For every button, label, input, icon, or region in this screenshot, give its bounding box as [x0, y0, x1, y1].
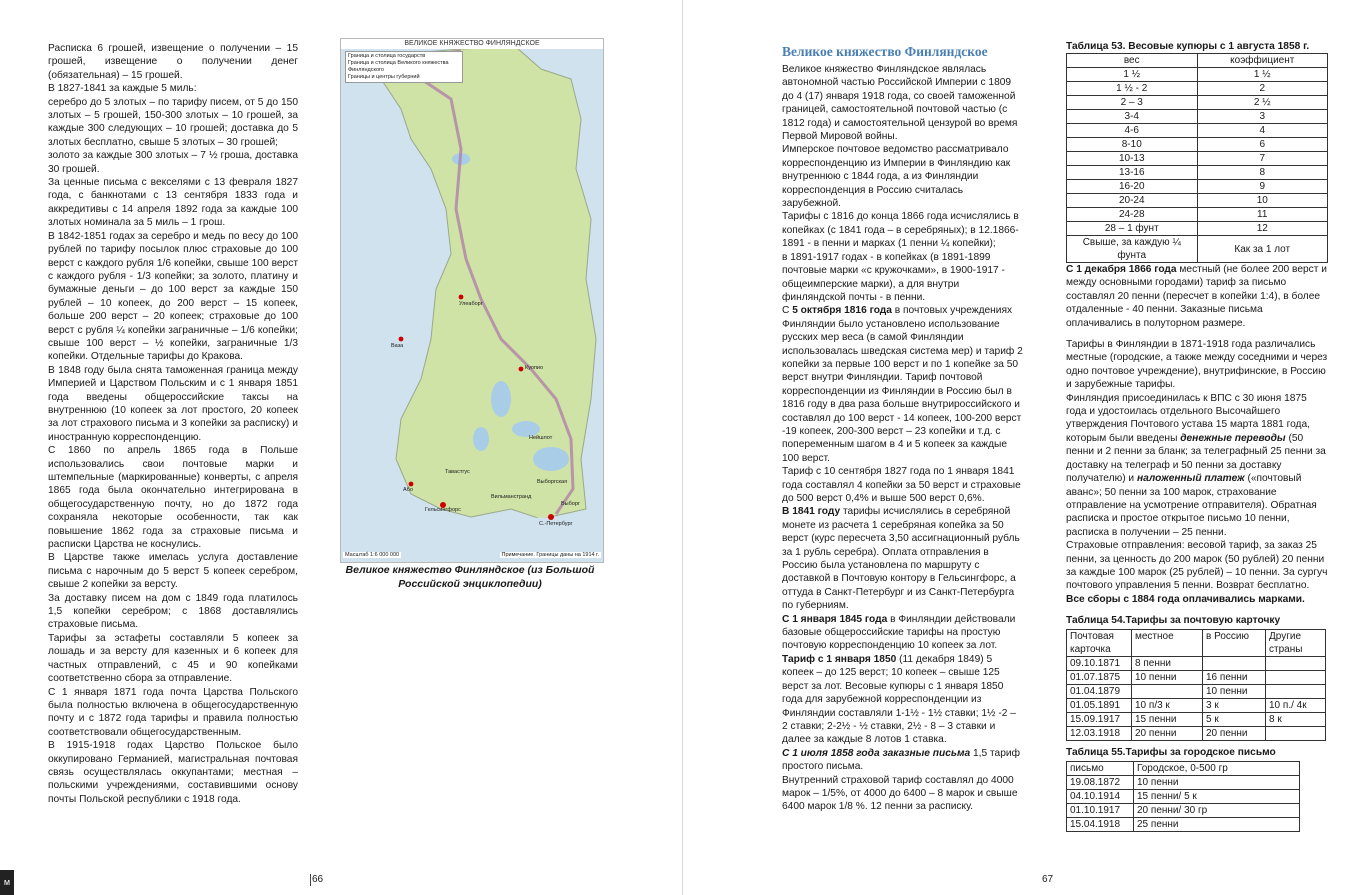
table-row: 20-24 10: [1067, 194, 1328, 208]
paragraph: Тариф с 1 января 1850 (11 декабря 1849) 5 копеек – до 125 верст; 10 копеек – свыше 125 верст за лот. Весовые купюры с 1 января 1850 года для зарубежной корреспонденции из Финляндии составляли 1-1½ - 1½ ставки; 1½ -2 – 2 ставки; 2-2½ - ½ ставки, 2½ - 8 – 3 ставки и далее за каждые 8 лотов 1 ставка.: [782, 653, 1016, 746]
paragraph: Внутренний страховой тариф составлял до 4000 марок – 1/5%, от 4000 до 6400 – 8 марок и свыше 6400 марок 1/8 %. 12 пенни за расписку.: [782, 774, 1018, 813]
paragraph: С 5 октября 1816 года в почтовых учреждениях Финляндии было установлено использование русских мер веса (в самой Финляндии использовалась шведская система мер) и тариф 2 копейки за первые 100 верст и по 1 копейке за 50 верст внутри Финляндии. Тариф почтовой корреспонденции из Финляндии в Россию был в 1816 году в два раза больше внутрироссийского и составлял до 100 верст - 14 копеек, 100-200 верст -19 копеек, 200-300 верст – 23 копейки и т.д. с попеременным шагом в 4 и 5 копеек за каждые 100 верст.: [782, 305, 1023, 464]
table-header: местное: [1132, 630, 1203, 657]
table-header: коэффициент: [1197, 54, 1328, 68]
map-label: Гельсингфорс: [425, 507, 461, 513]
table-row: 09.10.1871 8 пенни: [1067, 657, 1326, 671]
map-label: Або: [403, 487, 413, 493]
table-row: 15.04.1918 25 пенни: [1067, 818, 1300, 832]
table-header: письмо: [1067, 762, 1134, 776]
table-row: 01.05.1891 10 п/3 к 3 к 10 п./ 4к: [1067, 699, 1326, 713]
paragraph: в 1891-1917 годах - в копейках (в 1891-1899 почтовые марки «с кружочками», в 1900-1917 - общеимперские марки), а для внутри финляндской почты - в пенни.: [782, 251, 1005, 303]
table-header: в Россию: [1203, 630, 1266, 657]
table-55-title: Таблица 55.Тарифы за городское письмо: [1066, 747, 1276, 759]
bold-italic-date: С 1 июля 1858 года заказные письма: [782, 747, 971, 759]
table-54: [1066, 629, 1326, 741]
table-row: 01.10.1917 20 пенни/ 30 гр: [1067, 804, 1300, 818]
page-number-left: 66: [312, 874, 324, 885]
finland-map: [340, 38, 604, 563]
lake: [473, 427, 489, 451]
paragraph: За доставку писем на дом с 1849 года платилось 1,5 копейки серебром; с 1868 доставлялись страховые письма.: [48, 592, 298, 631]
paragraph: Имперское почтовое ведомство рассматривало корреспонденцию из Империи в Финляндию как внутреннюю с 1844 года, а из Финляндии корреспонденция в Россию считалась зарубежной.: [782, 144, 1011, 210]
paragraph: Тарифы с 1816 до конца 1866 года исчислялись в копейках (с 1841 года – в серебряных); в 12.1866-1891 - в пенни и марках (1 пенни ¼ копейки);: [782, 211, 1019, 250]
table-row: 16-20 9: [1067, 180, 1328, 194]
paragraph: В 1848 году была снята таможенная граница между Империей и Царством Польским и с 1 января 1851 года введены общероссийские таксы на внутреннюю (10 копеек за лот простого, 20 копеек за лот страхового письма и 3 копейки за расписку) и иностранную корреспонденцию.: [48, 364, 298, 443]
map-note: Примечание. Границы даны на 1914 г.: [501, 552, 599, 558]
legend-item: Граница и столица Великого княжества Финляндского: [348, 60, 449, 73]
map-label: Выборгская: [537, 479, 568, 485]
map-label: Вильманстранд: [491, 494, 532, 500]
map-label: Выборг: [561, 501, 580, 507]
map-label: Улеаборг: [459, 301, 483, 307]
map-label: Ваза: [391, 343, 404, 349]
table-54-title: Таблица 54.Тарифы за почтовую карточку: [1066, 615, 1281, 627]
paragraph: Великое княжество Финляндское являлась автономной частью Российской Империи с 1809 до 4 (17) января 1918 года, со своей таможенной границей, самостоятельной почтовой частью (с 1812 года) и самостоятельной цензурой во время Первой Мировой войны.: [782, 64, 1018, 143]
paragraph: Тариф с 10 сентября 1827 года по 1 января 1841 года составлял 4 копейки за 50 верст и страховые до 500 верст 0,4% и выше 500 верст 0,6%.: [782, 466, 1021, 504]
paragraph: серебро до 5 злотых – по тарифу писем, от 5 до 150 злотых – 5 грошей, 150-300 злотых – 10 грошей, за каждые 300 следующих – 10 грошей; доставка до 5 злотых бесплатно, свыше 5 злотых – 30 грошей;: [48, 96, 298, 148]
paragraph: С 1 июля 1858 года заказные письма 1,5 тариф простого письма.: [782, 747, 1020, 773]
table-row: 24-28 11: [1067, 208, 1328, 222]
section-heading: Великое княжество Финляндское: [782, 44, 988, 59]
table-row: Свыше, за каждую ¼ фунта Как за 1 лот: [1067, 236, 1328, 263]
bold-date: В 1841 году: [782, 506, 841, 518]
map-label: Тавастгус: [445, 469, 470, 475]
lake: [491, 381, 511, 417]
paragraph: Страховые отправления: весовой тариф, за заказ 25 пенни, за ценность до 200 марок (50 рублей) 20 пенни за каждые 100 марок (25 рублей) – 10 пенни. За сургуч почтового управления 5 пенни. Возврат бесплатно. Все сборы с 1884 года оплачивались марками.: [1066, 540, 1328, 605]
lake: [533, 447, 569, 471]
paragraph: Тарифы за эстафеты составляли 5 копеек за лошадь и за версту для казенных и 6 копеек для частных отправлений, с 45 и 90 копейками соответственно сбора за отправление.: [48, 632, 298, 685]
paragraph: В 1842-1851 годах за серебро и медь по весу до 100 рублей по тарифу посылок плюс страховые до 100 верст с каждого рубля 1/6 копейки, свыше 100 верст с каждого рубля - 1/3 копейки; за золото, платину и бумажные деньги – до 100 верст за каждые 150 рублей – 10 копеек, до 200 верст – 15 копеек, больше 200 верст – 20 копеек; страховые до 100 верст с рубля ¼ копейки заграничные – 1/6 копейки; свыше 100 верст – ½ копейки, заграничные 1/3 копейки. Отдельные тарифы до Кракова.: [48, 230, 298, 363]
bold-date: 5 октября 1816 года: [792, 305, 892, 317]
table-row: 1 ½ - 2 2: [1067, 82, 1328, 96]
map-scale: Масштаб 1:6 000 000: [345, 552, 400, 558]
map-legend: [345, 51, 463, 83]
paragraph: В 1915-1918 годах Царство Польское было оккупировано Германией, магистральная почтовая связь осуществлялась оккупантами; местная – польскими учреждениями, составившими основу почты Польской республики с 1918 года.: [48, 740, 298, 805]
capital-marker: [548, 514, 554, 520]
paragraph: В 1827-1841 за каждые 5 миль:: [48, 83, 197, 95]
bold-italic-term: наложенный платеж: [1136, 473, 1245, 485]
map-label: Куопио: [525, 365, 544, 371]
table-53: [1066, 53, 1328, 263]
bold-date: С 1 января 1845 года: [782, 613, 888, 625]
paragraph: С 1 января 1845 года в Финляндии действовали базовые общероссийские тарифы на простую почтовую корреспонденцию 10 копеек за лот.: [782, 613, 1016, 652]
table-row: 12.03.1918 20 пенни 20 пенни: [1067, 727, 1326, 741]
bold-date: Тариф с 1 января 1850: [782, 653, 897, 665]
corner-tab: м: [0, 870, 14, 895]
table-row: 15.09.1917 15 пенни 5 к 8 к: [1067, 713, 1326, 727]
page-number-right: 67: [1042, 874, 1054, 885]
legend-item: Граница и столица государств: [348, 53, 426, 59]
city-marker: [399, 337, 404, 342]
table-53-title: Таблица 53. Весовые купюры с 1 августа 1858 г.: [1066, 41, 1310, 52]
bold-date: С 1 декабря 1866 года: [1066, 264, 1177, 275]
paragraph: Тарифы в Финляндии в 1871-1918 года различались местные (городские, а также между соседними и через одно почтовое учреждение), внутрифинские, в Россию и зарубежные тарифы.: [1066, 339, 1328, 391]
left-page-text: [48, 42, 298, 806]
table-row: 01.04.1879 10 пенни: [1067, 685, 1326, 699]
table-header: Другие страны: [1266, 630, 1326, 657]
city-marker: [459, 295, 464, 300]
table-row: 19.08.1872 10 пенни: [1067, 776, 1300, 790]
table-row: 2 – 3 2 ½: [1067, 96, 1328, 110]
paragraph: Расписка 6 грошей, извещение о получении – 15 грошей, извещение о получении денег (обязательная) – 15 грошей.: [48, 43, 298, 81]
bold-italic-term: денежные переводы: [1180, 432, 1286, 444]
table-header: вес: [1067, 54, 1198, 68]
table-row: 13-16 8: [1067, 166, 1328, 180]
paragraph: золото за каждые 300 злотых – 7 ½ гроша, доставка 30 грошей.: [48, 150, 298, 175]
table-header: Почтовая карточка: [1067, 630, 1132, 657]
city-marker: [409, 482, 414, 487]
table-row: 01.07.1875 10 пенни 16 пенни: [1067, 671, 1326, 685]
table-55: [1066, 761, 1300, 832]
table-row: 4-6 4: [1067, 124, 1328, 138]
paragraph: В 1841 году тарифы исчислялись в серебряной монете из расчета 1 серебряная копейка за 50 верст (курс пересчета 3,50 ассигнационный рубль за 1 рубль серебра). Оплата отправления в Россию была установлена по маршруту с доставкой в Почтовую контору в Гельсингфорс, а оттуда в Санкт-Петербург и из Санкт-Петербурга по губерниям.: [782, 506, 1020, 612]
table-header: Городское, 0-500 гр: [1134, 762, 1300, 776]
table-row: 1 ½ 1 ½: [1067, 68, 1328, 82]
paragraph: Финляндия присоединилась к ВПС с 30 июня 1875 года и удостоилась отдельного Высочайшего утверждения Почтового устава 15 марта 1881 года, которым были введены денежные переводы (50 пенни и 2 пенни за бланк; за телеграфный 25 пенни за доставку на телеграф и 50 пенни за доставку получателю) и наложенный платеж («почтовый аванс»; 50 пенни за 100 марок, страхование отправление на усмотрение отправителя). Обратная расписка и простое открытое письмо 10 пенни, расписка в получении – 25 пенни.: [1066, 392, 1326, 538]
legend-item: Границы и центры губерний: [348, 74, 420, 80]
map-title: ВЕЛИКОЕ КНЯЖЕСТВО ФИНЛЯНДСКОЕ: [341, 39, 603, 49]
city-marker: [519, 367, 524, 372]
table-row: 04.10.1914 15 пенни/ 5 к: [1067, 790, 1300, 804]
map-label: Нейшлот: [529, 435, 553, 441]
paragraph: В Царстве также имелась услуга доставление письма с нарочным до 5 верст 5 копеек серебром, свыше 2 копейки за версту.: [48, 552, 298, 591]
page-number-bar: [310, 874, 311, 886]
table-row: 3-4 3: [1067, 110, 1328, 124]
paragraph: С 1 декабря 1866 года местный (не более 200 верст и между основными городами) тариф за письмо составлял 20 пенни (пересчет в копейки 1:4), в более отдаленные - 40 пенни. Заказные письма оплачивались в полуторном размере.: [1066, 264, 1327, 329]
table-row: 28 – 1 фунт 12: [1067, 222, 1328, 236]
paragraph: За ценные письма с векселями с 13 февраля 1827 года, с банкнотами с 13 сентября 1833 года и аккредитивы с 14 апреля 1892 года за каждые 100 злотых номинала за 5 миль – 1 грош.: [48, 177, 298, 229]
finland-section: [782, 44, 1024, 814]
page-gutter: [682, 0, 683, 895]
table-row: 8-10 6: [1067, 138, 1328, 152]
map-label: С.-Петербург: [539, 521, 573, 527]
table-row: 10-13 7: [1067, 152, 1328, 166]
tables-column: [1066, 40, 1328, 832]
bold-note: Все сборы с 1884 года оплачивались марками.: [1066, 593, 1305, 605]
paragraph: С 1860 по апрель 1865 года в Польше использовались свои почтовые марки и штемпельные (маркированные) конверты, с апреля 1865 года была окончательно интегрирована в общегосударственную почту, но до 1872 года сохраняла некоторые особенности, так как повышение 1862 года за страховые письма и расписки Царства не коснулись.: [48, 445, 298, 551]
paragraph: С 1 января 1871 года почта Царства Польского была полностью включена в общегосударственную почту и с 1872 года тарифы и правила полностью соответствовали общегосударственным.: [48, 686, 298, 738]
map-caption: Великое княжество Финляндское (из Большой Российской энциклопедии): [345, 564, 595, 590]
